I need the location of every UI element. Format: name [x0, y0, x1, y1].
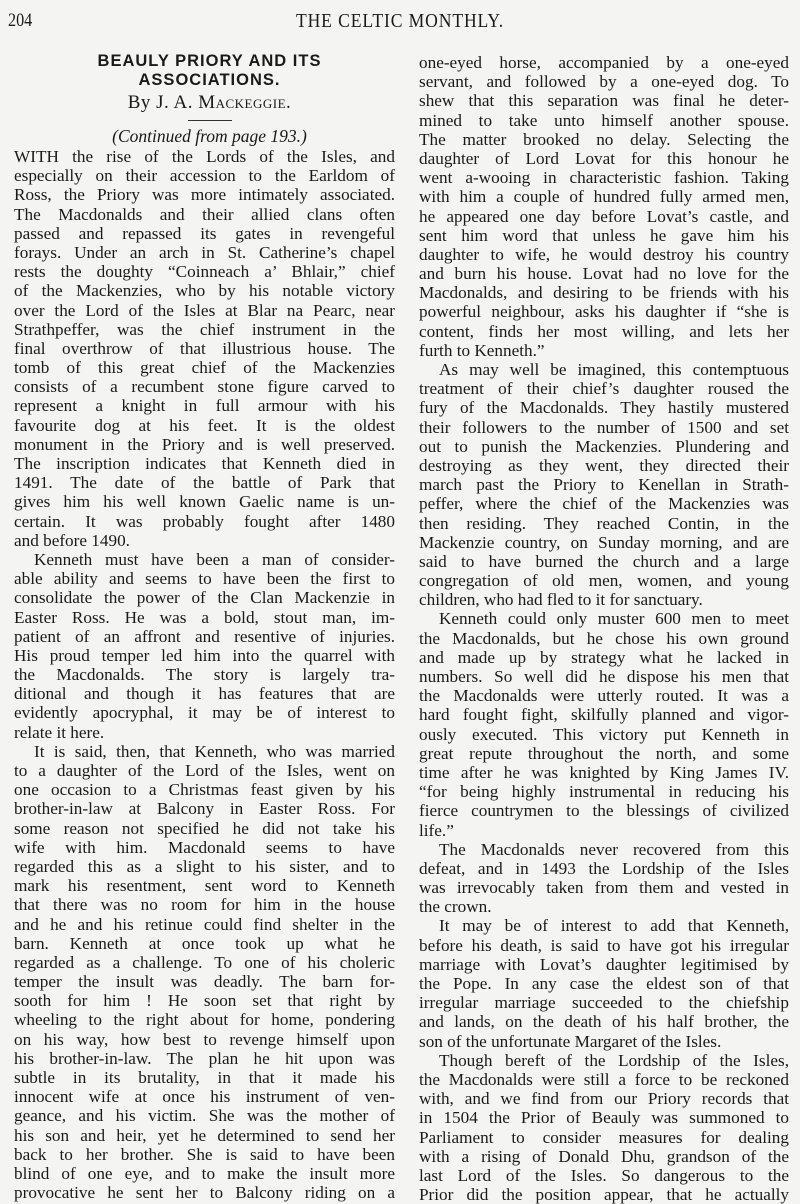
text-line: treatment of their chief’s daughter roused the	[419, 379, 789, 399]
text-line: As may well be imagined, this contemptuous	[439, 360, 789, 379]
text-line: the crown.	[419, 897, 492, 917]
text-line: the Macdonalds. The story is largely tra-	[14, 665, 395, 685]
text-line: forays. Under an arch in St. Catherine’s chapel	[14, 242, 395, 262]
text-line: barn. Kenneth at once took up what he	[14, 933, 395, 953]
text-line: sent him word that unless he gave him his	[419, 225, 789, 245]
text-line: subtle in its brutality, in that it made his	[14, 1068, 395, 1087]
text-line: relate it here.	[14, 722, 105, 742]
text-line: marriage with Lovat’s daughter legitimised by	[419, 954, 789, 974]
text-line: some reason not specified he did not take his	[14, 818, 395, 838]
text-line: powerful neighbour, asks his daughter if “she is	[419, 302, 789, 322]
text-line: to a daughter of the Lord of the Isles, went on	[14, 761, 395, 780]
text-line: favourite dog at his feet. It is the oldest	[14, 415, 395, 435]
text-line: over the Lord of the Isles at Blar na Pearc, near	[14, 300, 395, 320]
text-line: sooth for him ! He soon set that right by	[14, 991, 395, 1011]
text-line: last Lord of the Isles. So dangerous to the	[419, 1165, 789, 1185]
text-line: 1491. The date of the battle of Park that	[14, 473, 395, 493]
text-line: WITH the rise of the Lords of the Isles, and	[14, 147, 395, 166]
text-line: with him a couple of hundred fully armed men,	[419, 187, 789, 207]
text-line: especially on their accession to the Earldom of	[14, 166, 395, 186]
text-line: the Macdonalds were still a force to be reckoned	[419, 1069, 789, 1089]
text-line: time after he was knighted by King James IV.	[419, 762, 789, 782]
text-line: hard fought fight, skilfully planned and vigor-	[419, 705, 789, 725]
text-line: defeat, and in 1493 the Lordship of the Isles	[419, 858, 789, 878]
text-line: march past the Priory to Kenellan in Strath-	[419, 475, 789, 495]
running-title: THE CELTIC MONTHLY.	[295, 10, 505, 32]
text-line: back to her brother. She is said to have been	[14, 1144, 395, 1164]
text-line: The inscription indicates that Kenneth died in	[14, 454, 395, 473]
text-line: It is said, then, that Kenneth, who was married	[34, 741, 395, 761]
text-line: ously executed. This victory put Kenneth in	[419, 724, 789, 744]
text-line: wife with him. Macdonald seems to have	[14, 837, 395, 857]
text-line: evidently apocryphal, it may be of interest to	[14, 703, 395, 723]
text-line: blind of one eye, and to make the insult more	[14, 1163, 395, 1183]
text-line: able ability and seems to have been the first to	[14, 569, 395, 589]
right-column	[419, 53, 789, 1204]
article-title-line-2: ASSOCIATIONS.	[138, 71, 281, 89]
text-line: Kenneth could only muster 600 men to meet	[439, 609, 789, 629]
article-title-line-1: BEAULY PRIORY AND ITS	[97, 52, 322, 70]
text-line: final overthrow of that illustrious house. The	[14, 338, 395, 358]
text-line: and lands, on the death of his half brother, the	[419, 1012, 789, 1032]
text-line: furth to Kenneth.”	[419, 340, 545, 360]
text-line: Kenneth must have been a man of consider-	[34, 549, 395, 569]
left-column-body	[14, 147, 395, 1202]
text-line: was irrevocably taken from them and vested in	[419, 878, 789, 898]
text-line: Macdonalds, and desiring to be friends with his	[419, 283, 789, 303]
text-line: he appeared one day before Lovat’s castle, and	[419, 206, 789, 226]
text-line: Ross, the Priory was more intimately associated.	[14, 185, 395, 205]
text-line: in 1504 the Prior of Beauly was summoned to	[419, 1108, 789, 1128]
text-line: daughter to wife, he would destroy his country	[419, 244, 789, 264]
text-line: consists of a recumbent stone figure carved to	[14, 377, 395, 397]
text-line: and burn his house. Lovat had no love for the	[419, 264, 789, 284]
text-line: then residing. They reached Contin, in the	[419, 513, 789, 533]
text-line: numbers. So well did he dispose his men that	[419, 667, 789, 686]
text-line: their followers to the number of 1500 and set	[419, 417, 789, 437]
text-line: The Macdonalds never recovered from this	[439, 839, 789, 859]
byline-prefix: By J. A.	[127, 92, 199, 113]
text-line: The matter brooked no delay. Selecting the	[419, 129, 789, 149]
text-line: one occasion to a Christmas feast given by his	[14, 780, 395, 800]
text-line: mark his resentment, sent word to Kenneth	[14, 876, 395, 896]
text-line: fierce countrymen to the blessings of civilized	[419, 801, 789, 821]
text-line: with, and we find from our Priory records that	[419, 1089, 789, 1109]
text-line: Strathpeffer, was the chief instrument in the	[14, 319, 395, 339]
text-line: passed and repassed its gates in revengeful	[14, 223, 395, 243]
text-line: son of the unfortunate Margaret of the Isles.	[419, 1031, 722, 1051]
text-line: children, who had fled to it for sanctuary.	[419, 590, 703, 610]
text-line: of the Mackenzies, who by his notable victory	[14, 281, 395, 301]
text-line: provocative he sent her to Balcony riding on a	[14, 1183, 395, 1203]
text-line: geance, and his victim. She was the mother of	[14, 1106, 395, 1126]
author-name: Mackeggie.	[198, 92, 292, 113]
text-line: before his death, is said to have got his irregular	[419, 935, 789, 955]
text-line: the Macdonalds were utterly routed. It was a	[419, 686, 789, 706]
left-column	[14, 52, 395, 1202]
article-title	[24, 52, 395, 90]
text-line: destroying as they went, they directed their	[419, 455, 789, 475]
text-line: and before 1490.	[14, 530, 130, 550]
text-line: Prior did the position appear, that he actually	[419, 1185, 789, 1204]
text-line: Parliament to consider measures for dealing	[419, 1127, 789, 1147]
text-line: regarded as a challenge. To one of his choleric	[14, 952, 395, 972]
text-line: that there was no room for him in the house	[14, 895, 395, 915]
page-header	[0, 6, 800, 36]
text-line: monument in the Priory and is well preserved.	[14, 434, 395, 454]
text-line: ditional and though it has features that are	[14, 684, 395, 704]
text-line: tomb of this great chief of the Mackenzies	[14, 358, 395, 378]
text-line: The Macdonalds and their allied clans often	[14, 204, 395, 224]
text-line: said to have burned the church and a large	[419, 551, 789, 571]
text-line: fury of the Macdonalds. They hastily mustered	[419, 398, 789, 418]
text-line: It may be of interest to add that Kenneth,	[439, 916, 789, 936]
text-line: on his way, how best to revenge himself upon	[14, 1029, 395, 1049]
text-line: with a rising of Donald Dhu, grandson of the	[419, 1146, 789, 1166]
text-line: content, finds her most willing, and lets her	[419, 321, 789, 341]
text-line: his brother-in-law. The plan he hit upon was	[14, 1048, 395, 1068]
continued-note: (Continued from page 193.)	[112, 126, 307, 146]
text-line: peffer, where the chief of the Mackenzies was	[419, 494, 789, 514]
text-line: patient of an affront and resentive of injuries.	[14, 626, 395, 646]
text-line: innocent wife at once his instrument of ven-	[14, 1087, 395, 1107]
text-line: mined to take unto himself another spouse.	[419, 110, 789, 130]
text-line: Mackenzie country, on Sunday morning, and are	[419, 532, 789, 552]
text-line: one-eyed horse, accompanied by a one-eyed	[419, 53, 789, 72]
text-line: servant, and followed by a one-eyed dog. To	[419, 72, 789, 92]
text-line: brother-in-law at Balcony in Easter Ross. For	[14, 799, 395, 819]
text-line: temper the insult was deadly. The barn for-	[14, 972, 395, 992]
text-line: his son and heir, yet he determined to send her	[14, 1125, 395, 1145]
text-line: Easter Ross. He was a bold, stout man, im-	[14, 607, 395, 627]
text-line: “for being highly instrumental in reducing his	[419, 782, 789, 802]
text-line: rests the doughty “Coinneach a’ Bhlair,” chief	[14, 262, 395, 282]
text-line: gives him his well known Gaelic name is un-	[14, 492, 395, 512]
text-line: certain. It was probably fought after 1480	[14, 511, 395, 531]
text-line: the Macdonalds, but he chose his own ground	[419, 628, 789, 648]
text-line: shew that this separation was final he deter-	[419, 91, 789, 111]
text-line: and he and his retinue could find shelter in the	[14, 914, 395, 934]
title-rule	[188, 120, 232, 121]
text-line: great repute throughout the north, and some	[419, 743, 789, 763]
right-column-body	[419, 53, 789, 1204]
text-line: the Pope. In any case the eldest son of that	[419, 974, 789, 993]
text-line: Though bereft of the Lordship of the Isles,	[439, 1050, 789, 1070]
text-line: out to punish the Mackenzies. Plundering and	[419, 436, 789, 456]
page-number: 204	[8, 10, 33, 31]
byline	[24, 92, 395, 114]
text-line: and made up by strategy what he lacked in	[419, 647, 789, 667]
text-line: consolidate the power of the Clan Mackenzie in	[14, 588, 395, 608]
text-line: represent a knight in full armour with his	[14, 396, 395, 416]
text-line: life.”	[419, 820, 454, 840]
text-line: went a-wooing in characteristic fashion. Taking	[419, 168, 789, 188]
text-line: congregation of old men, women, and young	[419, 571, 789, 591]
text-line: wheeling to the right about for home, pondering	[14, 1010, 395, 1030]
text-line: irregular marriage succeeded to the chiefship	[419, 993, 789, 1013]
text-line: His proud temper led him into the quarrel with	[14, 645, 395, 665]
text-line: regarded this as a slight to his sister, and to	[14, 856, 395, 876]
text-line: daughter of Lord Lovat for this honour he	[419, 148, 789, 168]
